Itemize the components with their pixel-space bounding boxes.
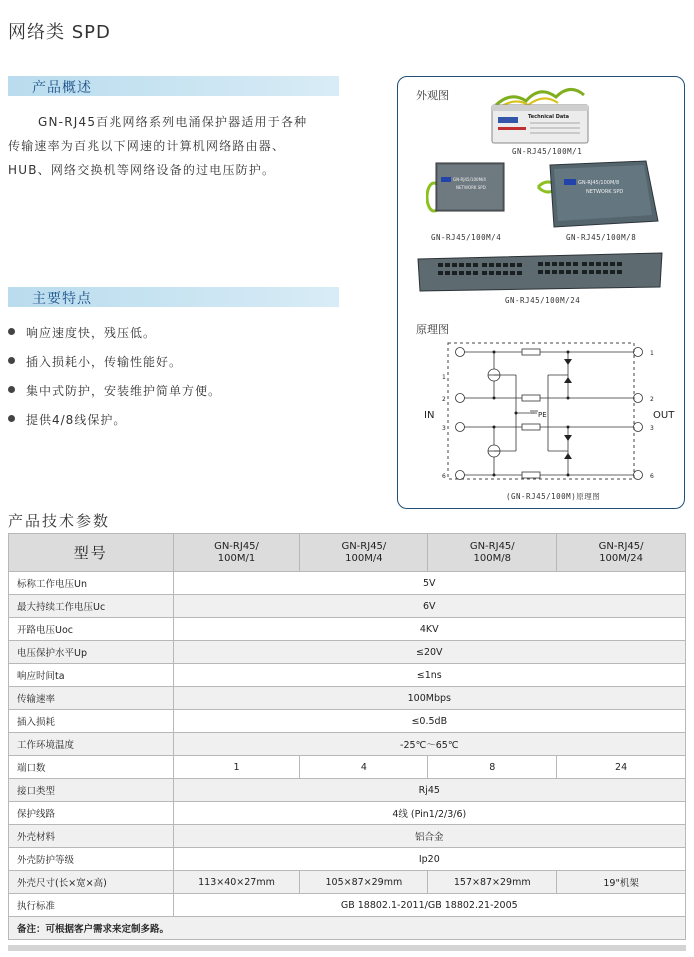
features-section-header — [8, 287, 339, 307]
pin-label-in: 3 — [442, 425, 446, 432]
overview-line: HUB、网络交换机等网络设备的过电压防护。 — [8, 163, 276, 177]
product-1-caption: GN-RJ45/100M/1 — [512, 147, 583, 156]
params-heading: 产品技术参数 — [8, 512, 111, 530]
schematic-diagram — [398, 335, 686, 495]
bullet-icon — [8, 386, 15, 393]
product-1-image — [486, 83, 596, 147]
table-row: 端口数 1 4 8 24 — [9, 756, 686, 779]
table-row: 响应时间ta ≤1ns — [9, 664, 686, 687]
table-row: 外壳材料 铝合金 — [9, 825, 686, 848]
features-heading: 主要特点 — [32, 291, 92, 307]
overview-section-header — [8, 76, 339, 96]
diagram-caption: (GN-RJ45/100M)原理图 — [506, 492, 601, 501]
product-4-image — [426, 157, 508, 221]
table-row: 传输速率 100Mbps — [9, 687, 686, 710]
bullet-icon — [8, 328, 15, 335]
overview-heading: 产品概述 — [32, 80, 92, 96]
features-list — [8, 324, 221, 440]
table-row: 接口类型 Rj45 — [9, 779, 686, 802]
appearance-label: 外观图 — [416, 89, 449, 102]
figure-box — [397, 76, 685, 509]
list-item: 响应速度快，残压低。 — [8, 324, 221, 353]
overview-line: 传输速率为百兆以下网速的计算机网络路由器、 — [8, 139, 286, 153]
table-row: 外壳防护等级 Ip20 — [9, 848, 686, 871]
table-row: 标称工作电压Un 5V — [9, 572, 686, 595]
footer-divider — [8, 945, 686, 951]
header-cell: GN-RJ45/ 100M/24 — [557, 534, 686, 572]
page-title: 网络类 SPD — [8, 22, 111, 43]
product-8-label-1: GN-RJ45/100M/8 — [578, 180, 620, 186]
table-row: 工作环境温度 -25℃～65℃ — [9, 733, 686, 756]
table-row: 最大持续工作电压Uc 6V — [9, 595, 686, 618]
product-24-image — [416, 249, 664, 293]
product-24-caption: GN-RJ45/100M/24 — [505, 296, 581, 305]
in-label: IN — [424, 410, 435, 421]
pin-label-out: 1 — [650, 350, 654, 357]
table-row: 外壳尺寸(长×宽×高) 113×40×27mm 105×87×29mm 157×87×29mm 19"机架 — [9, 871, 686, 894]
header-model: 型号 — [9, 534, 174, 572]
table-row: 保护线路 4线 (Pin1/2/3/6) — [9, 802, 686, 825]
out-label: OUT — [653, 410, 675, 421]
overview-line: GN-RJ45百兆网络系列电涌保护器适用于各种 — [38, 115, 308, 129]
bullet-icon — [8, 357, 15, 364]
product-4-caption: GN-RJ45/100M/4 — [431, 233, 502, 242]
header-cell: GN-RJ45/ 100M/8 — [428, 534, 557, 572]
product-4-label-1: GN-RJ45/100M/4 — [453, 177, 486, 182]
pin-label-out: 3 — [650, 425, 654, 432]
product-8-label-2: NETWORK SPD — [586, 189, 624, 195]
principle-label: 原理图 — [416, 323, 449, 336]
header-cell: GN-RJ45/ 100M/4 — [300, 534, 428, 572]
list-item: 集中式防护，安装维护简单方便。 — [8, 382, 221, 411]
table-note-row — [9, 917, 686, 940]
overview-text — [8, 110, 343, 182]
list-item: 插入损耗小，传输性能好。 — [8, 353, 221, 382]
pin-label-out: 2 — [650, 396, 654, 403]
table-row: 执行标准 GB 18802.1-2011/GB 18802.21-2005 — [9, 894, 686, 917]
pin-label-in: 6 — [442, 473, 446, 480]
table-note: 备注：可根据客户需求来定制多路。 — [9, 917, 686, 940]
table-header-row — [9, 534, 686, 572]
pin-label-out: 6 — [650, 473, 654, 480]
spec-table — [8, 533, 686, 940]
pin-label-in: 2 — [442, 396, 446, 403]
product-4-label-2: NETWORK SPD — [456, 185, 486, 190]
table-row: 电压保护水平Up ≤20V — [9, 641, 686, 664]
bullet-icon — [8, 415, 15, 422]
product-8-image — [534, 157, 662, 231]
list-item: 提供4/8线保护。 — [8, 411, 221, 440]
table-row: 开路电压Uoc 4KV — [9, 618, 686, 641]
header-cell: GN-RJ45/ 100M/1 — [173, 534, 300, 572]
pe-label: PE — [538, 411, 547, 419]
product-8-caption: GN-RJ45/100M/8 — [566, 233, 637, 242]
table-row: 插入损耗 ≤0.5dB — [9, 710, 686, 733]
product-1-label: Technical Data — [528, 114, 570, 120]
pin-label-in: 1 — [442, 374, 446, 381]
